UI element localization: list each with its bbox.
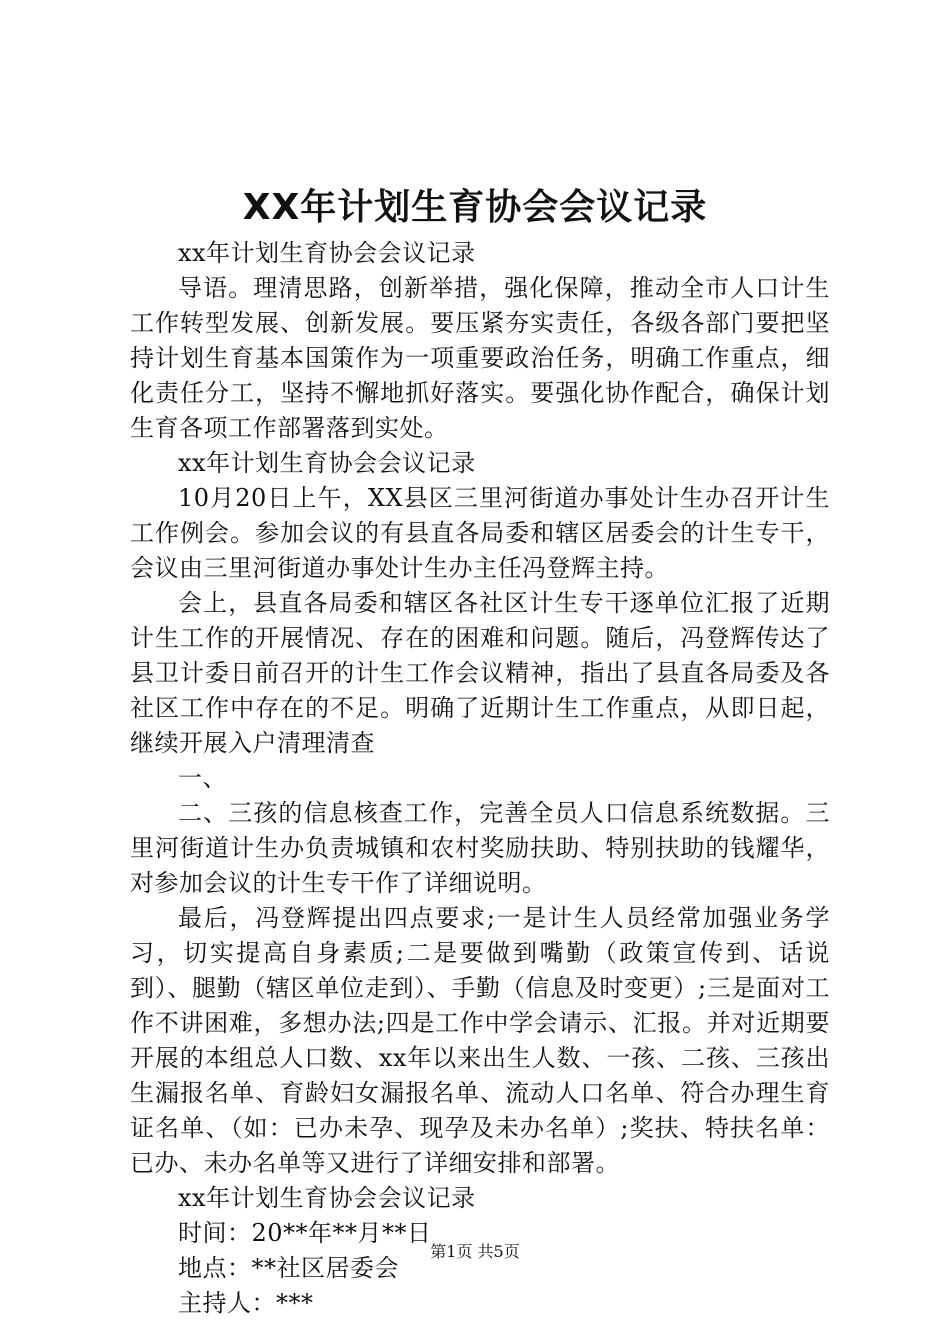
paragraph-subtitle-1: xx年计划生育协会会议记录: [178, 239, 476, 267]
meeting-time: 时间：20**年**月**日: [178, 1219, 432, 1247]
paragraph-meeting-overview: 10月20日上午，XX县区三里河街道办事处计生办召开计生工作例会。参加会议的有县直各局委和辖区居委会的计生专干，会议由三里河街道办事处计生办主任冯登辉主持。: [130, 484, 830, 582]
document-body: [130, 236, 830, 1321]
paragraph-list-item-2: 二、三孩的信息核查工作，完善全员人口信息系统数据。三里河街道计生办负责城镇和农村奖励扶助、特别扶助的钱耀华，对参加会议的计生专干作了详细说明。: [130, 799, 830, 897]
paragraph-introduction: 导语。理清思路，创新举措，强化保障，推动全市人口计生工作转型发展、创新发展。要压紧夯实责任，各级各部门要把坚持计划生育基本国策作为一项重要政治任务，明确工作重点，细化责任分工，坚持不懈地抓好落实。要强化协作配合，确保计划生育各项工作部署落到实处。: [130, 274, 830, 442]
document-title: XX年计划生育协会会议记录: [242, 187, 708, 228]
paragraph-requirements: 最后，冯登辉提出四点要求;一是计生人员经常加强业务学习，切实提高自身素质;二是要做到嘴勤（政策宣传到、话说到）、腿勤（辖区单位走到）、手勤（信息及时变更）;三是面对工作不讲困难，多想办法;四是工作中学会请示、汇报。并对近期要开展的本组总人口数、xx年以来出生人数、一孩、二孩、三孩出生漏报名单、育龄妇女漏报名单、流动人口名单、符合办理生育证名单、（如：已办未孕、现孕及未办名单）;奖扶、特扶名单：已办、未办名单等又进行了详细安排和部署。: [130, 904, 830, 1177]
meeting-host: 主持人：***: [178, 1289, 314, 1317]
page-footer: 第1页 共5页: [430, 1242, 520, 1261]
paragraph-subtitle-3: xx年计划生育协会会议记录: [178, 1184, 476, 1212]
paragraph-meeting-report: 会上，县直各局委和辖区各社区计生专干逐单位汇报了近期计生工作的开展情况、存在的困难和问题。随后，冯登辉传达了县卫计委日前召开的计生工作会议精神，指出了县直各局委及各社区工作中存在的不足。明确了近期计生工作重点，从即日起，继续开展入户清理清查: [130, 589, 830, 757]
paragraph-subtitle-2: xx年计划生育协会会议记录: [178, 449, 476, 477]
meeting-location: 地点：**社区居委会: [178, 1254, 399, 1282]
paragraph-list-item-1: 一、: [178, 764, 227, 792]
